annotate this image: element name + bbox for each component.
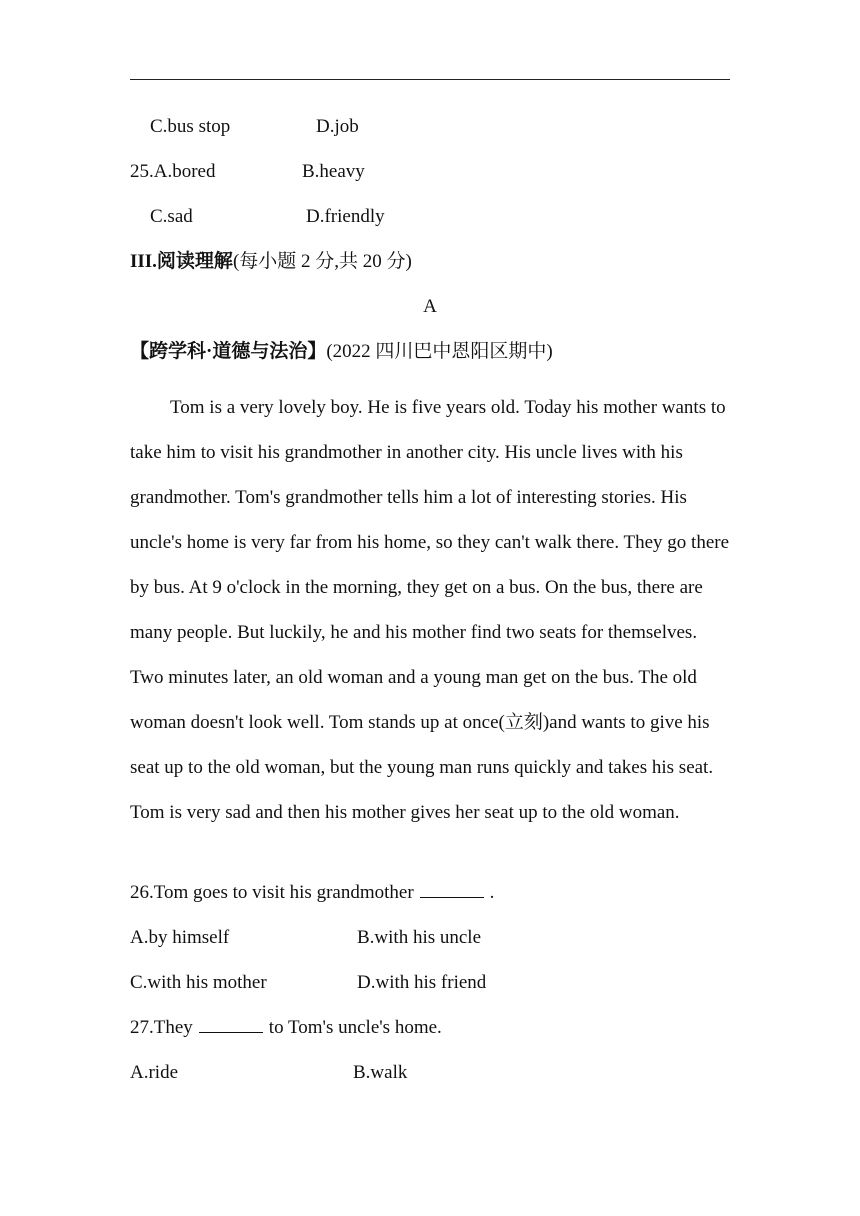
option-d: D.with his friend xyxy=(357,972,487,993)
section-score-note: (每小题 2 分,共 20 分) xyxy=(232,251,412,272)
answer-blank xyxy=(420,881,484,898)
option-a: 25.A.bored xyxy=(130,161,216,182)
option-d: D.job xyxy=(316,116,359,137)
passage-tag: 【跨学科·道德与法治】 xyxy=(130,341,327,362)
question-stem-end: to Tom's uncle's home. xyxy=(268,1017,442,1038)
option-b: B.walk xyxy=(353,1062,408,1083)
answer-blank xyxy=(199,1016,263,1033)
option-b: B.heavy xyxy=(302,161,365,182)
option-b: B.with his uncle xyxy=(357,927,482,948)
option-a: A.by himself xyxy=(130,927,230,948)
question-stem-end: . xyxy=(489,882,495,903)
header-rule xyxy=(130,79,730,80)
option-a: A.ride xyxy=(130,1062,179,1083)
question-27 xyxy=(130,1016,442,1040)
question-stem: 27.They xyxy=(130,1017,193,1038)
passage-tag-line xyxy=(130,340,553,364)
option-c: C.with his mother xyxy=(130,972,267,993)
question-26 xyxy=(130,881,494,905)
option-c: C.sad xyxy=(150,206,193,227)
part-label: A xyxy=(423,296,437,317)
section-heading xyxy=(130,250,412,274)
question-stem: 26.Tom goes to visit his grandmother xyxy=(130,882,414,903)
section-title: III.阅读理解 xyxy=(130,251,233,272)
option-c: C.bus stop xyxy=(150,116,231,137)
option-d: D.friendly xyxy=(306,206,385,227)
passage-source: (2022 四川巴中恩阳区期中) xyxy=(326,341,553,362)
passage-text: Tom is a very lovely boy. He is five years old. Today his mother wants to take him to visit his grandmother in another city. His uncle lives with his grandmother. Tom's grandmother tells him a lot of interesting stories. His uncle's home is very far from his home, so they can't walk there. They go there by bus. At 9 o'clock in the morning, they get on a bus. On the bus, there are many people. But luckily, he and his mother find two seats for themselves. Two minutes later, an old woman and a young man get on the bus. The old woman doesn't look well. Tom stands up at once(立刻)and wants to give his seat up to the old woman, but the young man runs quickly and takes his seat. Tom is very sad and then his mother gives her seat up to the old woman. xyxy=(130,397,730,823)
